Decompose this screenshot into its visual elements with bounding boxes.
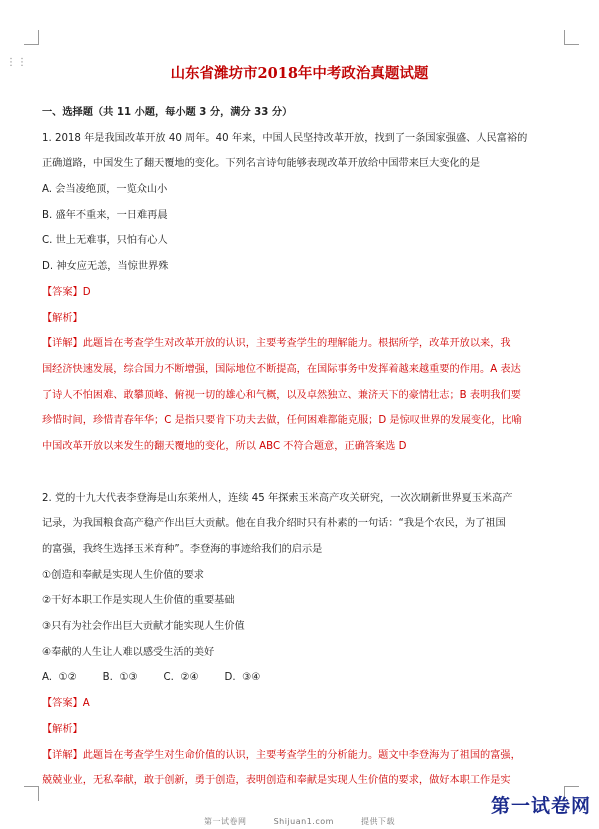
q1-option-c: C. 世上无难事，只怕有心人 [42,235,168,247]
q2-explanation-line: 【详解】此题旨在考查学生对生命价值的认识，主要考查学生的分析能力。题文中李登海为了祖国的富强， [42,749,521,761]
q1-explanation-line: 珍惜时间，珍惜青春年华；C 是指只要肯下功夫去做，任何困难都能克服；D 是惊叹世界的发展变化，比喻 [42,415,522,427]
q2-analysis-label: 【解析】 [42,723,83,735]
q1-option-b: B. 盛年不重来，一日难再晨 [42,209,168,221]
watermark-logo: 第一试卷网 [490,795,591,817]
q1-explanation-line: 国经济快速发展，综合国力不断增强，国际地位不断提高，在国际事务中发挥着越来越重要的作用。A 表达 [42,363,521,375]
margin-corner-top-right [564,30,579,45]
footer-download-text: 提供下载 [360,817,395,826]
q1-explanation-line: 了诗人不怕困难、敢攀顶峰、俯视一切的雄心和气概，以及卓然独立、兼济天下的豪情壮志；B 表明我们要 [42,389,521,401]
q2-stem-line: 的富强，我终生选择玉米育种”。李登海的事迹给我们的启示是 [42,544,323,555]
q2-stem-line: 记录，为我国粮食高产稳产作出巨大贡献。他在自我介绍时只有朴素的一句话：“我是个农民，为了祖国 [42,518,506,530]
q1-answer: 【答案】D [42,286,91,298]
q2-statement-4: ④奉献的人生让人难以感受生活的美好 [42,646,215,658]
margin-corner-bottom-left [24,786,39,801]
q1-stem-line: 1. 2018 年是我国改革开放 40 周年。40 年来，中国人民坚持改革开放，找到了一条国家强盛、人民富裕的 [42,132,528,144]
page-title: 山东省潍坊市2018年中考政治真题试题 [170,65,429,82]
margin-corner-top-left [24,30,39,45]
drag-handle-icon[interactable]: ⋮⋮ [6,57,28,68]
q2-statement-2: ②干好本职工作是实现人生价值的重要基础 [42,595,235,607]
footer-site-url[interactable]: Shijuan1.com [273,817,334,826]
q2-explanation-line: 兢兢业业，无私奉献，敢于创新，勇于创造，表明创造和奉献是实现人生价值的要求，做好本职工作是实 [42,775,511,787]
q2-answer: 【答案】A [42,698,90,710]
q1-analysis-label: 【解析】 [42,312,83,324]
q1-option-d: D. 神女应无恙，当惊世界殊 [42,261,169,273]
q1-stem-line: 正确道路，中国发生了翻天覆地的变化。下列名言诗句能够表现改革开放给中国带来巨大变化的是 [42,158,481,170]
q1-explanation-line: 中国改革开放以来发生的翻天覆地的变化，所以 ABC 不符合题意，正确答案选 D [42,440,407,452]
q2-statement-3: ③只有为社会作出巨大贡献才能实现人生价值 [42,621,245,633]
q2-options: A. ①② B. ①③ C. ②④ D. ③④ [42,672,261,684]
document-body [42,100,562,794]
section-heading: 一、选择题（共 11 小题，每小题 3 分，满分 33 分） [42,107,293,118]
footer-site-name: 第一试卷网 [204,817,247,826]
question-spacer [42,460,562,486]
q2-statement-1: ①创造和奉献是实现人生价值的要求 [42,569,204,581]
q2-stem-line: 2. 党的十九大代表李登海是山东莱州人，连续 45 年探索玉米高产攻关研究，一次次刷新世界夏玉米高产 [42,492,513,504]
q1-explanation-line: 【详解】此题旨在考查学生对改革开放的认识，主要考查学生的理解能力。根据所学，改革开放以来，我 [42,338,511,350]
q1-option-a: A. 会当凌绝顶，一览众山小 [42,184,168,196]
